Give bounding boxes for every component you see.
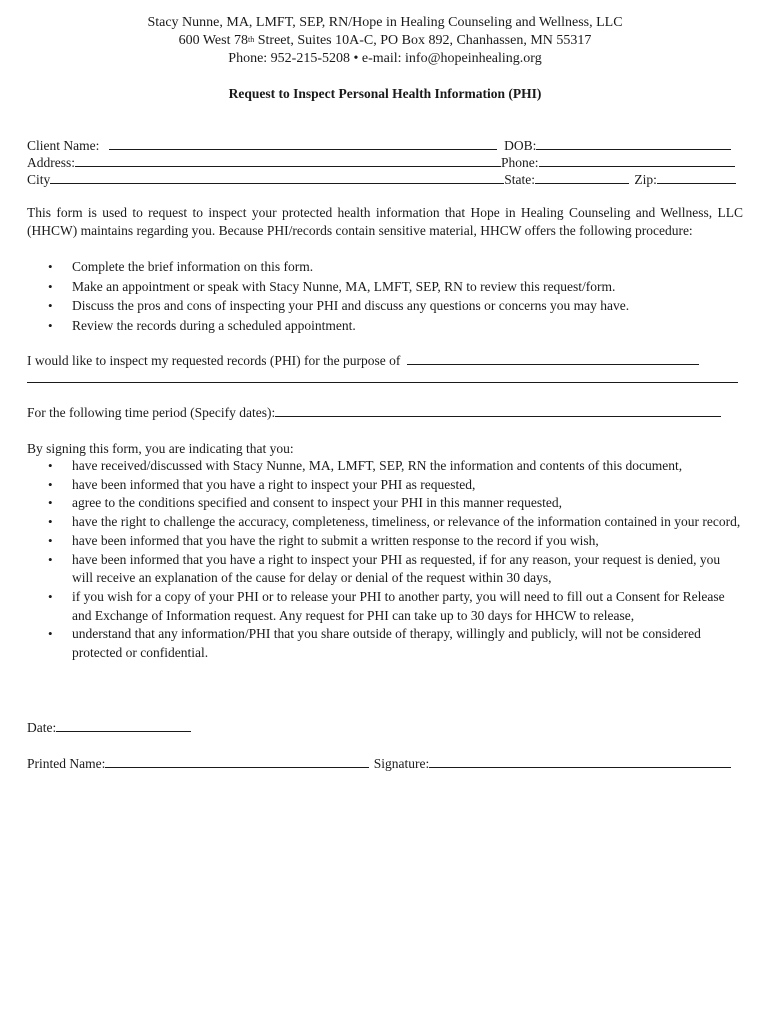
procedure-list <box>27 257 743 335</box>
signing-intro: By signing this form, you are indicating that you: <box>27 441 294 456</box>
list-item: • agree to the conditions specified and consent to inspect your PHI in this manner requested, <box>27 494 743 513</box>
practice-name: Stacy Nunne, MA, LMFT, SEP, RN/Hope in Healing Counseling and Wellness, LLC <box>147 15 623 30</box>
signature-row <box>27 755 743 772</box>
signature-field[interactable] <box>429 755 731 768</box>
list-item: • Review the records during a scheduled appointment. <box>27 316 743 336</box>
client-name-label: Client Name: <box>27 138 100 153</box>
acknowledgement-list <box>27 457 743 663</box>
state-field[interactable] <box>535 171 629 184</box>
phone-label: Phone: <box>501 155 539 170</box>
city-row <box>27 171 743 188</box>
list-item: • have the right to challenge the accuracy, completeness, timeliness, or relevance of the information contained in your record, <box>27 513 743 532</box>
state-label: State: <box>504 172 536 187</box>
purpose-field[interactable] <box>407 352 699 365</box>
address-label: Address: <box>27 155 75 170</box>
list-item: • Make an appointment or speak with Stacy Nunne, MA, LMFT, SEP, RN to review this request/form. <box>27 277 743 297</box>
date-label: Date: <box>27 720 57 735</box>
practice-contact: Phone: 952-215-5208 • e-mail: info@hopeinhealing.org <box>228 51 542 66</box>
client-name-row <box>27 137 743 154</box>
list-item: • Complete the brief information on this form. <box>27 257 743 277</box>
list-item: • have received/discussed with Stacy Nunne, MA, LMFT, SEP, RN the information and contents of this document, <box>27 457 743 476</box>
intro-paragraph: This form is used to request to inspect your protected health information that Hope in Healing Counseling and Wellness, LLC (HHCW) maintains regarding you. Because PHI/records contain sensitive material, HHCW offers the following procedure: <box>27 205 743 238</box>
list-item: • have been informed that you have a right to inspect your PHI as requested, if for any reason, your request is denied, you will receive an explanation of the cause for delay or denial of the request within 30 days, <box>27 551 743 588</box>
zip-field[interactable] <box>657 171 736 184</box>
address-field[interactable] <box>75 154 501 167</box>
purpose-field-continued[interactable] <box>27 382 738 383</box>
date-row <box>27 719 743 736</box>
address-row <box>27 154 743 171</box>
signature-label: Signature: <box>373 756 430 771</box>
printed-name-label: Printed Name: <box>27 756 106 771</box>
city-label: City <box>27 172 51 187</box>
practice-address: 600 West 78th Street, Suites 10A-C, PO Box 892, Chanhassen, MN 55317 <box>178 33 592 48</box>
purpose-label: I would like to inspect my requested records (PHI) for the purpose of <box>27 353 401 368</box>
client-name-field[interactable] <box>109 137 497 150</box>
list-item: • have been informed that you have the right to submit a written response to the record if you wish, <box>27 532 743 551</box>
time-period-row <box>27 404 743 421</box>
dob-label: DOB: <box>504 138 537 153</box>
purpose-row <box>27 352 743 369</box>
dob-field[interactable] <box>536 137 731 150</box>
list-item: • if you wish for a copy of your PHI or to release your PHI to another party, you will need to fill out a Consent for Release and Exchange of Information request. Any request for PHI can take up to 30 days for HHCW to release, <box>27 588 743 625</box>
date-field[interactable] <box>56 719 191 732</box>
time-period-field[interactable] <box>275 404 721 417</box>
time-period-label: For the following time period (Specify dates): <box>27 405 276 420</box>
city-field[interactable] <box>50 171 504 184</box>
zip-label: Zip: <box>634 172 657 187</box>
list-item: • understand that any information/PHI that you share outside of therapy, willingly and publicly, will not be considered protected or confidential. <box>27 625 743 662</box>
form-title: Request to Inspect Personal Health Information (PHI) <box>228 86 542 101</box>
list-item: • Discuss the pros and cons of inspecting your PHI and discuss any questions or concerns you may have. <box>27 296 743 316</box>
printed-name-field[interactable] <box>105 755 369 768</box>
phone-field[interactable] <box>539 154 735 167</box>
list-item: • have been informed that you have a right to inspect your PHI as requested, <box>27 476 743 495</box>
